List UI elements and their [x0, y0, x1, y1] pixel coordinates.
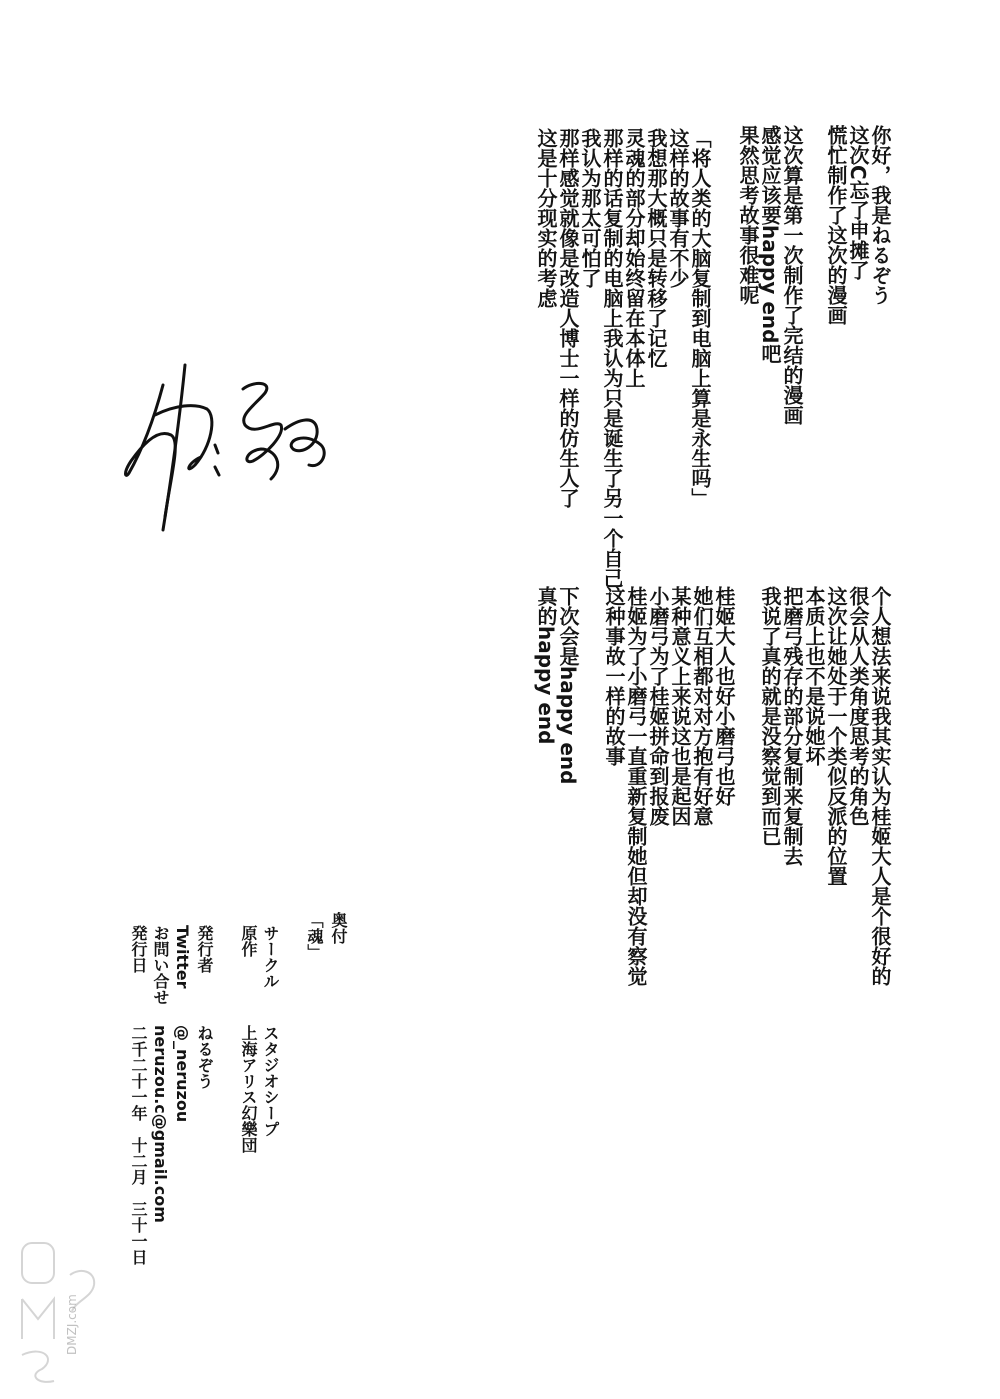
text-column: 下次会是happy end — [556, 586, 580, 785]
text-column: 那样感觉就像是改造人博士一样的仿生人了 — [556, 128, 580, 508]
text-column: 桂姬为了小磨弓一直重新复制她但却没有察觉 — [624, 586, 648, 986]
colophon-book-title: 「魂」 — [305, 912, 324, 960]
text-column: 我想那大概只是转移了记忆 — [644, 128, 668, 368]
text-column: 这样的故事有不少 — [666, 128, 690, 288]
text-column: 真的happy end — [534, 586, 558, 745]
colophon-value: ねるぞう — [195, 1025, 214, 1089]
text-column: 很会从人类角度思考的角色 — [846, 586, 870, 826]
watermark-text: DMZJ.com — [65, 1294, 79, 1355]
colophon-label: 原作 — [239, 925, 258, 957]
text-column: 桂姬大人也好小磨弓也好 — [712, 586, 736, 806]
colophon-label: Twitter — [173, 925, 192, 989]
colophon-value: @_neruzou — [173, 1025, 192, 1123]
text-column: 她们互相都对对方抱有好意 — [690, 586, 714, 826]
colophon-value: neruzou.c@gmail.com — [151, 1025, 170, 1223]
site-watermark-logo — [14, 1235, 114, 1390]
text-column: 把磨弓残存的部分复制来复制去 — [780, 586, 804, 866]
colophon-label: 発行日 — [129, 925, 148, 973]
handwritten-signature — [115, 345, 345, 545]
text-column: 这次C忘了申摊了 — [846, 125, 870, 280]
text-column: 灵魂的部分却始终留在本体上 — [622, 128, 646, 388]
text-column: 小磨弓为了桂姬拼命到报废 — [646, 586, 670, 826]
text-column: 这种事故一样的故事 — [602, 586, 626, 766]
text-column: 某种意义上来说这也是起因 — [668, 586, 692, 826]
colophon-label: サークル — [261, 925, 280, 989]
colophon-label: 発行者 — [195, 925, 214, 973]
text-column: 这次让她处于一个类似反派的位置 — [824, 586, 848, 886]
text-column: 感觉应该要happy end吧 — [758, 125, 782, 364]
text-column: 果然思考故事很难呢 — [736, 125, 760, 305]
colophon-value: スタジオシープ — [261, 1025, 280, 1137]
colophon-value: 二千二十一年 十二月 三十一日 — [129, 1025, 148, 1265]
colophon-heading: 奥付 — [329, 912, 348, 944]
text-column: 那样的话复制的电脑上我认为只是诞生了另一个自己 — [600, 128, 624, 588]
text-column: 我说了真的就是没察觉到而已 — [758, 586, 782, 846]
text-column: 「将人类的大脑复制到电脑上算是永生吗」 — [688, 128, 712, 508]
text-column: 这是十分现实的考虑 — [534, 128, 558, 308]
text-column: 个人想法来说我其实认为桂姬大人是个很好的 — [868, 586, 892, 986]
colophon-label: お問い合せ — [151, 925, 170, 1005]
text-column: 本质上也不是说她坏 — [802, 586, 826, 766]
text-column: 慌忙制作了这次的漫画 — [824, 125, 848, 325]
text-column: 这次算是第一次制作了完结的漫画 — [780, 125, 804, 425]
text-column: 你好，我是ねるぞう — [868, 125, 892, 305]
colophon-value: 上海アリス幻樂団 — [239, 1025, 258, 1153]
text-column: 我认为那太可怕了 — [578, 128, 602, 288]
